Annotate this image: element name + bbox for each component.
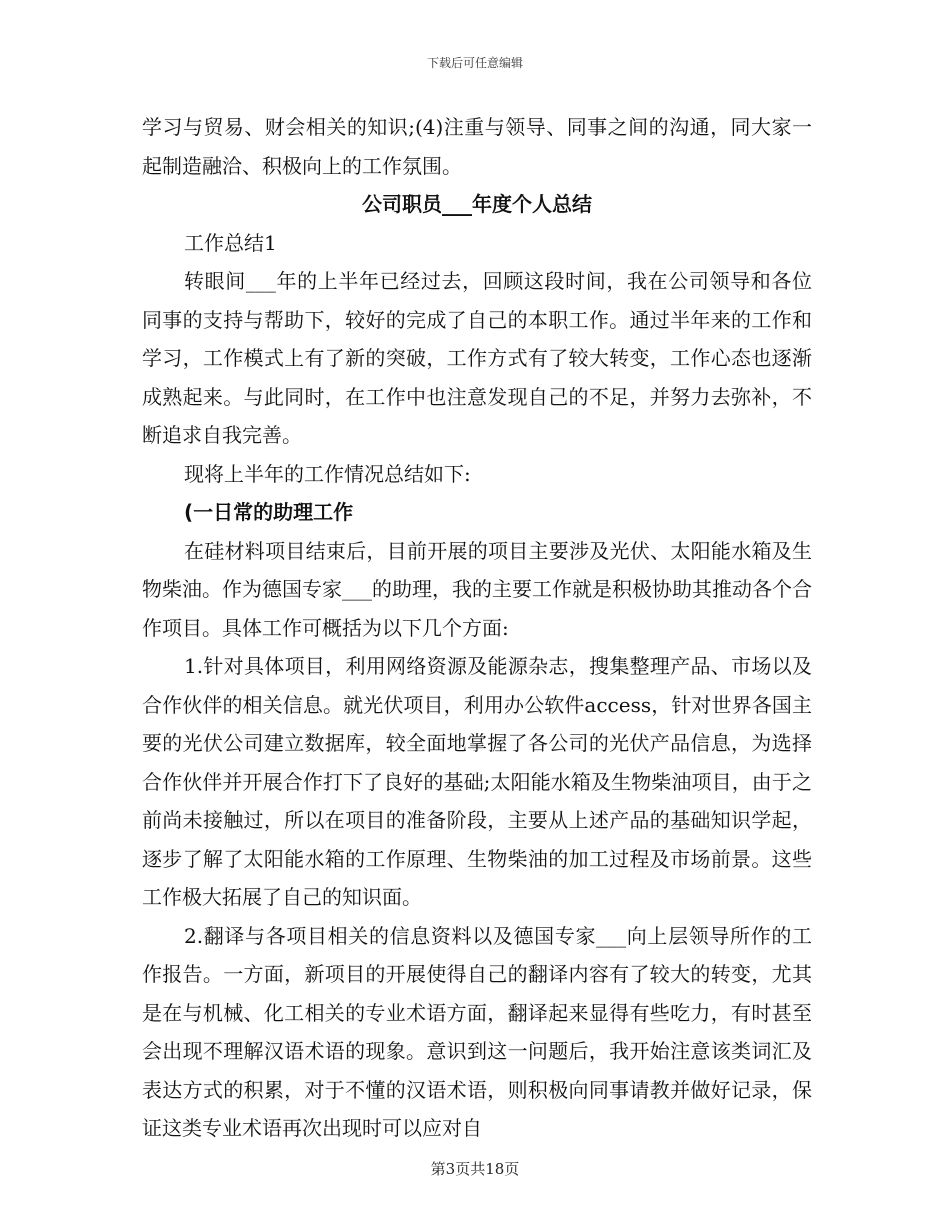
- document-title: 公司职员___年度个人总结: [362, 192, 592, 216]
- paragraph-projects: 在硅材料项目结束后，目前开展的项目主要涉及光伏、太阳能水箱及生物柴油。作为德国专家___的助理，我的主要工作就是积极协助其推动各个合作项目。具体工作可概括为以下几个方面:: [142, 538, 812, 640]
- summary-label: 工作总结1: [184, 230, 277, 255]
- paragraph-lead: 现将上半年的工作情况总结如下:: [184, 461, 471, 486]
- paragraph-continued: 学习与贸易、财会相关的知识;(4)注重与领导、同事之间的沟通，同大家一起制造融洽、积极向上的工作氛围。: [142, 115, 812, 178]
- paragraph-item-1: 1.针对具体项目，利用网络资源及能源杂志，搜集整理产品、市场以及合作伙伴的相关信息。就光伏项目，利用办公软件access，针对世界各国主要的光伏公司建立数据库，较全面地掌握了各公司的光伏产品信息，为选择合作伙伴并开展合作打下了良好的基础;太阳能水箱及生物柴油项目，由于之前尚未接触过，所以在项目的准备阶段，主要从上述产品的基础知识学起，逐步了解了太阳能水箱的工作原理、生物柴油的加工过程及市场前景。这些工作极大拓展了自己的知识面。: [142, 654, 812, 909]
- section-heading: (一日常的助理工作: [184, 500, 354, 524]
- page-number: 第3页共18页: [430, 1160, 520, 1178]
- paragraph-item-2: 2.翻译与各项目相关的信息资料以及德国专家___向上层领导所作的工作报告。一方面，新项目的开展使得自己的翻译内容有了较大的转变，尤其是在与机械、化工相关的专业术语方面，翻译起来显得有些吃力，有时甚至会出现不理解汉语术语的现象。意识到这一问题后，我开始注意该类词汇及表达方式的积累，对于不懂的汉语术语，则积极向同事请教并做好记录，保证这类专业术语再次出现时可以应对自: [142, 923, 812, 1140]
- page-header: 下载后可任意编辑: [426, 56, 523, 70]
- paragraph-intro: 转眼间___年的上半年已经过去，回顾这段时间，我在公司领导和各位同事的支持与帮助下，较好的完成了自己的本职工作。通过半年来的工作和学习，工作模式上有了新的突破，工作方式有了较大转变，工作心态也逐渐成熟起来。与此同时，在工作中也注意发现自己的不足，并努力去弥补，不断追求自我完善。: [142, 269, 812, 447]
- document-body: [142, 108, 812, 1148]
